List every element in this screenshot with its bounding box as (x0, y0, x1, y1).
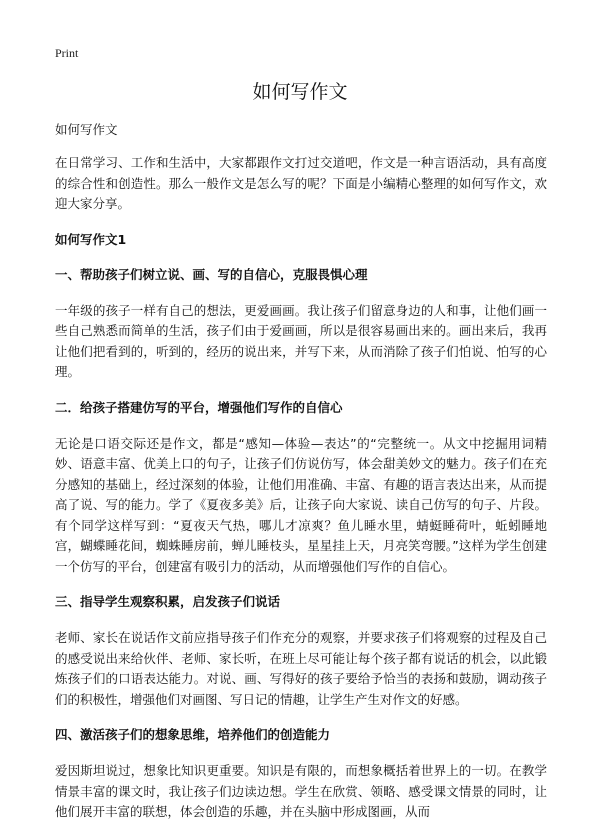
article-subtitle: 如何写作文 (55, 122, 118, 137)
article-body (55, 120, 547, 828)
section-title: 如何写作文1 (55, 231, 127, 247)
page-title: 如何写作文 (252, 81, 348, 103)
section-heading-2: 二．给孩子搭建仿写的平台，增强他们写作的自信心 (55, 399, 343, 415)
section-paragraph-3: 老师、家长在说话作文前应指导孩子们作充分的观察，并要求孩子们将观察的过程及自己的感受说出来给伙伴、老师、家长听，在班上尽可能让每个孩子都有说话的机会，以此锻炼孩子们的口语表达能力。对说、画、写得好的孩子要给予恰当的表扬和鼓励，调动孩子们的积极性，增强他们对画图、写日记的情趣，让学生产生对作文的好感。 (55, 630, 547, 707)
section-paragraph-1: 一年级的孩子一样有自己的想法，更爱画画。我让孩子们留意身边的人和事，让他们画一些自己熟悉而简单的生活，孩子们由于爱画画，所以是很容易画出来的。画出来后，我再让他们把看到的，听到的，经历的说出来，并写下来，从而消除了孩子们怕说、怕写的心理。 (55, 302, 547, 379)
section-heading-3: 三、指导学生观察积累，启发孩子们说话 (55, 594, 281, 609)
section-paragraph-4: 爱因斯坦说过，想象比知识更重要。知识是有限的，而想象概括着世界上的一切。在教学情景丰富的课文时，我让孩子们边读边想。学生在欣赏、领略、感受课文情景的同时，让他们展开丰富的联想，体会创造的乐趣，并在头脑中形成图画，从而 (55, 763, 547, 819)
section-paragraph-2: 无论是口语交际还是作文，都是“感知—体验—表达”的“完整统一。从文中挖掘用词精妙、语意丰富、优美上口的句子，让孩子们仿说仿写，体会甜美妙文的魅力。孩子们在充分感知的基础上，经过深刻的体验，让他们用准确、丰富、有趣的语言表达出来，从而提高了说、写的能力。学了《夏夜多美》后，让孩子向大家说、读自己仿写的句子、片段。有个同学这样写到：“夏夜天气热，哪儿才凉爽？鱼儿睡水里，蜻蜓睡荷叶，蚯蚓睡地宫，蝴蝶睡花间，蜘蛛睡房前，蝉儿睡枝头，星星挂上天，月亮笑弯腰。”这样为学生创建一个仿写的平台，创建富有吸引力的活动，从而增强他们写作的自信心。 (55, 435, 547, 574)
section-heading-4: 四、激活孩子们的想象思维，培养他们的创造能力 (55, 727, 331, 742)
intro-paragraph: 在日常学习、工作和生活中，大家都跟作文打过交道吧，作文是一种言语活动，具有高度的综合性和创造性。那么一般作文是怎么写的呢？下面是小编精心整理的如何写作文，欢迎大家分享。 (55, 155, 547, 211)
print-link[interactable]: Print (55, 46, 79, 60)
section-heading-1: 一、帮助孩子们树立说、画、写的自信心，克服畏惧心理 (55, 266, 368, 282)
